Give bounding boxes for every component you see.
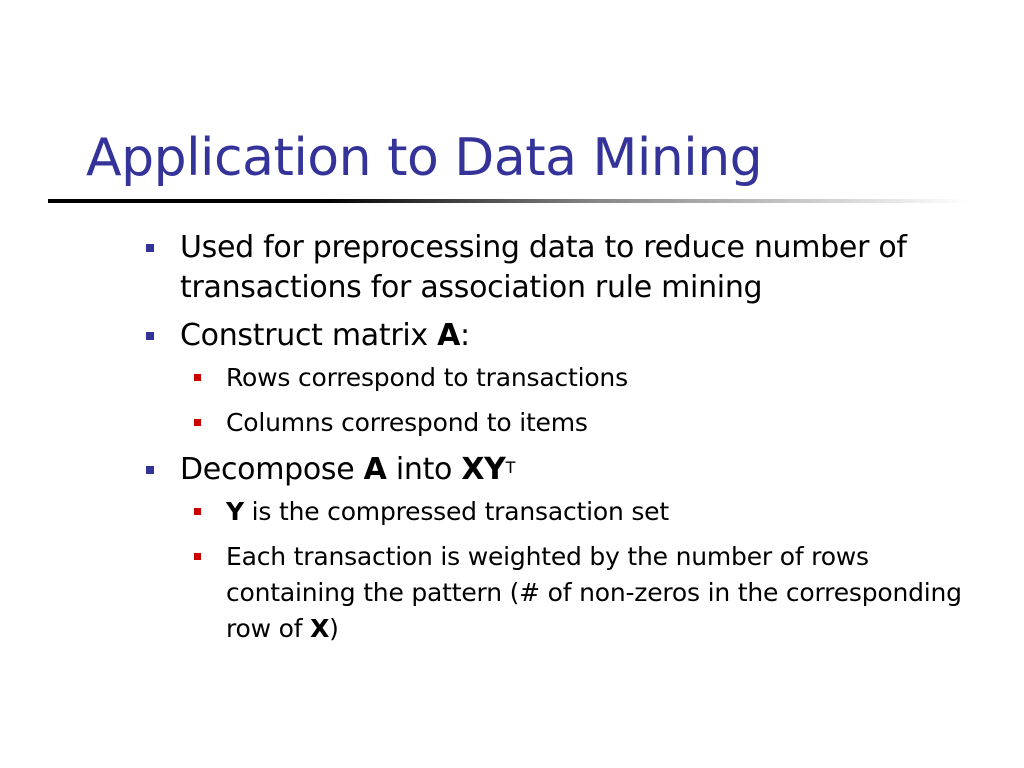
sub-bullet-item-weighting: [190, 539, 1000, 647]
sub-bullet-text: Rows correspond to transactions: [226, 363, 628, 392]
matrix-symbol: A: [437, 318, 460, 353]
text-part: :: [460, 318, 470, 353]
sub-bullet-text: [226, 497, 669, 526]
sub-bullet-item-y: [190, 494, 1000, 530]
sub-bullet-list: [180, 494, 1000, 647]
bullet-list: [140, 228, 1000, 647]
square-bullet-icon: [146, 332, 154, 340]
bullet-text: [180, 318, 470, 353]
bullet-text: Used for preprocessing data to reduce number of transactions for association rule mining: [180, 230, 907, 305]
matrix-symbol: X: [310, 614, 330, 643]
text-part: into: [386, 452, 462, 487]
text-part: Construct matrix: [180, 318, 438, 353]
square-bullet-icon: [194, 419, 201, 426]
matrix-symbol: Y: [226, 497, 244, 526]
square-bullet-icon: [194, 508, 201, 515]
bullet-item-construct-matrix: [140, 316, 1000, 441]
square-bullet-icon: [146, 244, 154, 252]
bullet-item-preprocessing: [140, 228, 1000, 308]
text-part: Each transaction is weighted by the number of rows containing the pattern (# of non-zeros in the corresponding row of: [226, 542, 962, 643]
title-divider: [48, 199, 968, 203]
slide-title: Application to Data Mining: [86, 128, 763, 188]
transpose-superscript: T: [505, 458, 516, 477]
bullet-item-decompose: [140, 450, 1000, 647]
sub-bullet-text: Columns correspond to items: [226, 408, 588, 437]
square-bullet-icon: [146, 466, 154, 474]
sub-bullet-text: [226, 542, 962, 643]
sub-bullet-item-columns: [190, 405, 1000, 441]
slide-content: [140, 228, 1000, 656]
matrix-symbol: XY: [461, 452, 506, 487]
square-bullet-icon: [194, 374, 201, 381]
sub-bullet-list: [180, 360, 1000, 441]
text-part: Decompose: [180, 452, 364, 487]
bullet-text: [180, 452, 515, 487]
text-part: is the compressed transaction set: [243, 497, 669, 526]
text-part: ): [329, 614, 339, 643]
sub-bullet-item-rows: [190, 360, 1000, 396]
matrix-symbol: A: [363, 452, 387, 487]
square-bullet-icon: [194, 553, 201, 560]
